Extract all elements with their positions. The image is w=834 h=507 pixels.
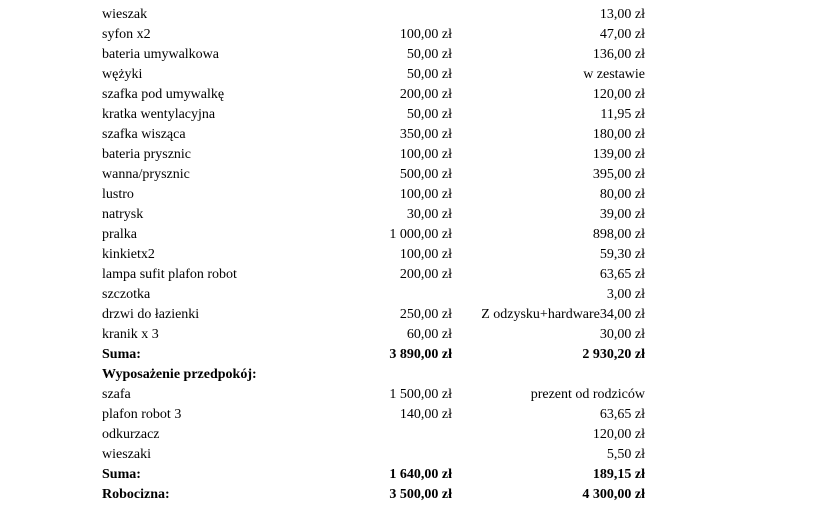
item-name: kinkietx2: [102, 247, 155, 262]
item-name: Wyposażenie przedpokój:: [102, 367, 257, 382]
planned-cost: 1 500,00 zł: [389, 387, 452, 402]
item-name: Robocizna:: [102, 487, 170, 502]
item-row: [0, 185, 834, 205]
actual-cost: 395,00 zł: [592, 167, 645, 182]
summary-row: [0, 365, 834, 385]
item-name: odkurzacz: [102, 427, 160, 442]
actual-cost: 189,15 zł: [592, 467, 645, 482]
item-name: natrysk: [102, 207, 144, 222]
item-row: [0, 225, 834, 245]
actual-cost: 59,30 zł: [599, 247, 645, 262]
planned-cost: 1 000,00 zł: [389, 227, 452, 242]
item-row: [0, 85, 834, 105]
summary-row: [0, 485, 834, 505]
actual-cost: 63,65 zł: [599, 407, 645, 422]
actual-cost: 4 300,00 zł: [582, 487, 645, 502]
item-name: bateria prysznic: [102, 147, 192, 162]
planned-cost: 50,00 zł: [406, 47, 452, 62]
actual-cost: 139,00 zł: [592, 147, 645, 162]
summary-row: [0, 465, 834, 485]
actual-cost: 47,00 zł: [599, 27, 645, 42]
planned-cost: 140,00 zł: [399, 407, 452, 422]
item-name: szafa: [102, 387, 131, 402]
item-row: [0, 105, 834, 125]
actual-cost: 30,00 zł: [599, 327, 645, 342]
item-name: wężyki: [102, 67, 143, 82]
item-name: lustro: [102, 187, 134, 202]
actual-cost: 120,00 zł: [592, 427, 645, 442]
planned-cost: 60,00 zł: [406, 327, 452, 342]
item-name: szafka pod umywalkę: [102, 87, 225, 102]
item-name: kranik x 3: [102, 327, 159, 342]
item-name: wanna/prysznic: [102, 167, 190, 182]
item-row: [0, 425, 834, 445]
actual-cost: 63,65 zł: [599, 267, 645, 282]
planned-cost: 100,00 zł: [399, 187, 452, 202]
actual-cost: 898,00 zł: [592, 227, 645, 242]
planned-cost: 50,00 zł: [406, 107, 452, 122]
item-name: Suma:: [102, 347, 141, 362]
item-name: pralka: [102, 227, 137, 242]
actual-cost: 120,00 zł: [592, 87, 645, 102]
actual-cost: 136,00 zł: [592, 47, 645, 62]
item-row: [0, 65, 834, 85]
actual-cost: 80,00 zł: [599, 187, 645, 202]
item-name: kratka wentylacyjna: [102, 107, 216, 122]
item-name: lampa sufit plafon robot: [102, 267, 237, 282]
item-row: [0, 5, 834, 25]
planned-cost: 200,00 zł: [399, 267, 452, 282]
item-name: szafka wisząca: [102, 127, 186, 142]
actual-cost: 2 930,20 zł: [582, 347, 645, 362]
item-row: [0, 165, 834, 185]
planned-cost: 3 890,00 zł: [389, 347, 452, 362]
item-name: szczotka: [102, 287, 151, 302]
actual-cost: 11,95 zł: [600, 107, 645, 122]
planned-cost: 1 640,00 zł: [389, 467, 452, 482]
item-name: bateria umywalkowa: [102, 47, 220, 62]
planned-cost: 30,00 zł: [406, 207, 452, 222]
planned-cost: 3 500,00 zł: [389, 487, 452, 502]
item-row: [0, 205, 834, 225]
item-name: drzwi do łazienki: [102, 307, 200, 322]
actual-cost: 5,50 zł: [606, 447, 645, 462]
actual-cost: prezent od rodziców: [530, 387, 645, 402]
item-row: [0, 305, 834, 325]
item-name: plafon robot 3: [102, 407, 182, 422]
summary-row: [0, 345, 834, 365]
item-row: [0, 405, 834, 425]
item-row: [0, 145, 834, 165]
item-row: [0, 125, 834, 145]
planned-cost: 250,00 zł: [399, 307, 452, 322]
actual-cost: w zestawie: [583, 67, 645, 82]
actual-cost: 180,00 zł: [592, 127, 645, 142]
item-row: [0, 285, 834, 305]
item-name: syfon x2: [102, 27, 151, 42]
planned-cost: 100,00 zł: [399, 27, 452, 42]
actual-cost: 3,00 zł: [606, 287, 645, 302]
actual-cost: 13,00 zł: [599, 7, 645, 22]
item-row: [0, 445, 834, 465]
planned-cost: 500,00 zł: [399, 167, 452, 182]
item-name: wieszak: [102, 7, 148, 22]
item-row: [0, 45, 834, 65]
item-name: Suma:: [102, 467, 141, 482]
item-name: wieszaki: [102, 447, 151, 462]
item-row: [0, 265, 834, 285]
item-row: [0, 245, 834, 265]
planned-cost: 350,00 zł: [399, 127, 452, 142]
planned-cost: 200,00 zł: [399, 87, 452, 102]
item-row: [0, 325, 834, 345]
item-row: [0, 385, 834, 405]
item-row: [0, 25, 834, 45]
planned-cost: 100,00 zł: [399, 147, 452, 162]
planned-cost: 50,00 zł: [406, 67, 452, 82]
planned-cost: 100,00 zł: [399, 247, 452, 262]
actual-cost: Z odzysku+hardware34,00 zł: [481, 307, 645, 322]
actual-cost: 39,00 zł: [599, 207, 645, 222]
